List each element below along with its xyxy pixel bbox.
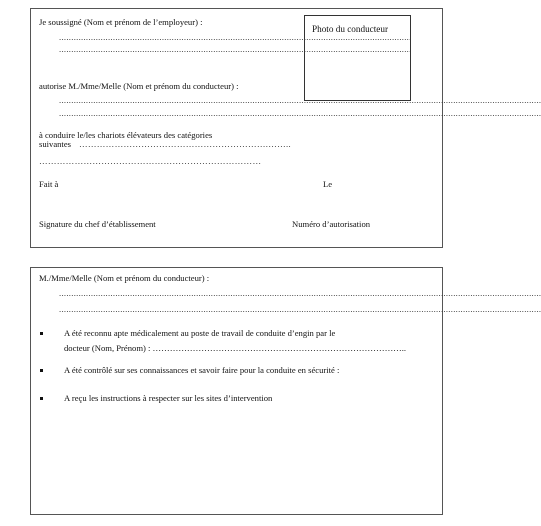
doctor-name-field[interactable]: docteur (Nom, Prénom) : …………………………………………………………………………….. <box>64 343 407 353</box>
authorize-label: autorise M./Mme/Melle (Nom et prénom du conducteur) : <box>39 81 239 91</box>
knowledge-check-text: A été contrôlé sur ses connaissances et savoir faire pour la conduite en sécurité : <box>64 365 340 375</box>
done-at-label: Fait à <box>39 179 59 189</box>
date-label: Le <box>323 179 333 189</box>
medical-aptitude-text: A été reconnu apte médicalement au poste de travail de conduite d’engin par le <box>64 328 336 338</box>
categories-field-2[interactable]: ………………………………………………………………… <box>39 156 262 166</box>
categories-label: à conduire le/les chariots élévateurs des catégories <box>39 130 213 140</box>
driver-name-field-1[interactable]: ..................................................................................................................................................................................................... <box>59 288 541 298</box>
signature-label: Signature du chef d’établissement <box>39 219 156 229</box>
driver-label: M./Mme/Melle (Nom et prénom du conducteur) : <box>39 273 210 283</box>
driver-name-field-1[interactable]: ..................................................................................................................................................................................................... <box>59 95 541 105</box>
photo-label: Photo du conducteur <box>312 24 389 34</box>
bullet-marker <box>40 397 43 400</box>
categories-label-suffix: suivantes <box>39 139 71 149</box>
bullet-marker <box>40 332 43 335</box>
employer-name-field-1[interactable]: ................................................................................................................................................ <box>59 32 412 42</box>
driver-name-field-2[interactable]: ..................................................................................................................................................................................................... <box>59 304 541 314</box>
site-instructions-text: A reçu les instructions à respecter sur les sites d’intervention <box>64 393 273 403</box>
driver-photo-box[interactable] <box>304 15 411 101</box>
authorization-card <box>30 8 541 248</box>
bullet-marker <box>40 369 43 372</box>
employer-label: Je soussigné (Nom et prénom de l’employeur) : <box>39 17 203 27</box>
driver-name-field-2[interactable]: ..................................................................................................................................................................................................... <box>59 108 541 118</box>
categories-field[interactable]: ……………………………………………………….…….. <box>79 139 291 149</box>
medical-training-card <box>30 267 541 515</box>
authorization-number-label: Numéro d’autorisation <box>292 219 371 229</box>
employer-name-field-2[interactable]: ................................................................................................................................................ <box>59 44 412 54</box>
